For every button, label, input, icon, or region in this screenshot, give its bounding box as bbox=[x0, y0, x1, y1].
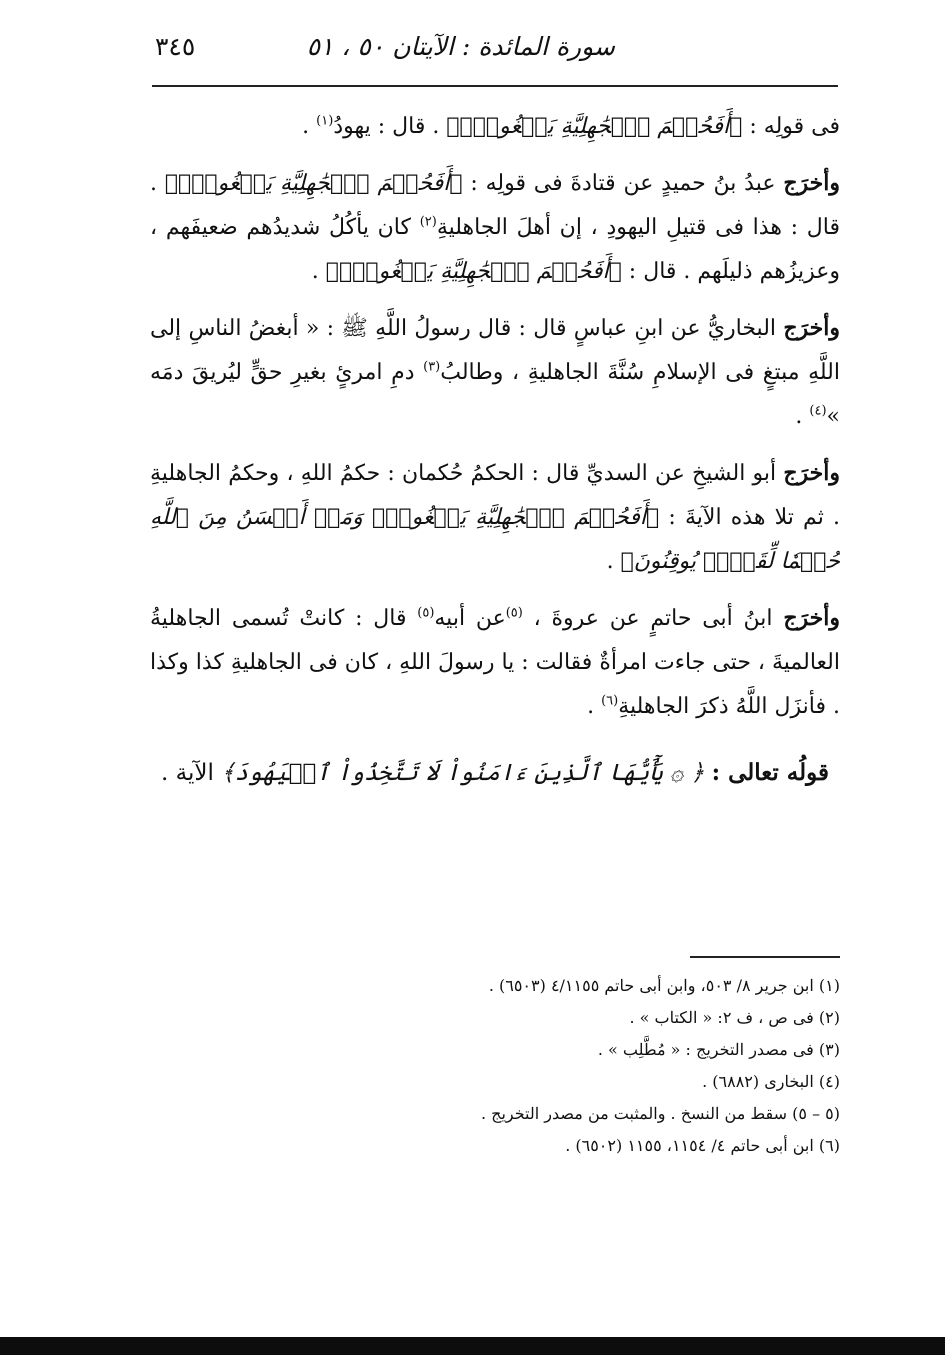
quran-quote: ﴿ ۞ يَٰٓأَيُّهَا ٱلَّذِينَ ءَامَنُواْ لَا تَتَّخِذُواْ ٱلۡيَهُودَ﴾ bbox=[221, 760, 705, 786]
paragraph-text: . bbox=[606, 549, 621, 574]
paragraph-text: فى قولِه : bbox=[742, 114, 840, 139]
quran-quote: ﴿أَفَحُكۡمَ ٱلۡجَٰهِلِيَّةِ يَبۡغُونَۚ﴾ bbox=[446, 114, 743, 139]
footnote-item: (٥ – ٥) سقط من النسخ . والمثبت من مصدر التخريج . bbox=[480, 1104, 840, 1123]
footnote-marker: (٢) bbox=[419, 214, 437, 230]
paragraph-text: عبدُ بنُ حميدٍ عن قتادةَ فى قولِه : bbox=[462, 171, 784, 196]
footnote-marker: (٤) bbox=[809, 403, 827, 419]
footnote-rule bbox=[690, 956, 840, 958]
paragraph-text: ابنُ أبى حاتمٍ عن عروةَ ، bbox=[522, 606, 784, 631]
paragraph-text: دمِ امرئٍ بغيرِ حقٍّ ليُريقَ دمَه » bbox=[150, 360, 840, 429]
running-title: سورة المائدة : الآيتان ٥٠ ، ٥١ bbox=[306, 32, 615, 61]
main-text bbox=[150, 105, 840, 807]
footnote-marker: (٥) bbox=[417, 605, 435, 621]
verse-heading-tail: الآية . bbox=[161, 760, 222, 786]
verse-heading bbox=[150, 751, 840, 795]
footnote-item: (٦) ابن أبى حاتم ٤/ ١١٥٤، ١١٥٥ (٦٥٠٢) . bbox=[565, 1136, 840, 1155]
lead-word: وأخرَج bbox=[783, 170, 840, 196]
footnote-marker: (٣) bbox=[423, 359, 441, 375]
footnotes bbox=[150, 970, 840, 1162]
paragraph-text: . bbox=[587, 694, 602, 719]
header-rule bbox=[152, 85, 838, 87]
footnote-marker: (٦) bbox=[601, 693, 619, 709]
quran-quote: ﴿أَفَحُكۡمَ ٱلۡجَٰهِلِيَّةِ يَبۡغُونَۚ﴾ bbox=[164, 171, 463, 196]
paragraph-text: قال : كانتْ تُسمى الجاهليةُ العالميةَ ، حتى جاءت امرأةٌ فقالت : يا رسولَ اللهِ ، كان فى الجاهليةِ كذا وكذا . فأنزَل اللَّهُ ذكرَ الجاهليةِ bbox=[149, 606, 840, 719]
paragraph-1 bbox=[150, 105, 840, 149]
quran-quote: ﴿أَفَحُكۡمَ ٱلۡجَٰهِلِيَّةِ يَبۡغُونَۚ﴾ bbox=[325, 259, 622, 284]
paragraph-text: البخاريُّ عن ابنِ عباسٍ قال : قال رسولُ اللَّهِ ﷺ : « أبغضُ الناسِ إلى اللَّهِ مبتغٍ فى الإسلامِ سُنَّةَ الجاهليةِ ، وطالبُ bbox=[150, 316, 840, 385]
footnote-item: (١) ابن جرير ٨/ ٥٠٣، وابن أبى حاتم ٤/١١٥٥ (٦٥٠٣) . bbox=[488, 976, 840, 995]
verse-heading-label: قولُه تعالى : bbox=[711, 759, 829, 786]
footnote-item: (٤) البخارى (٦٨٨٢) . bbox=[702, 1072, 840, 1091]
paragraph-5 bbox=[150, 596, 840, 729]
paragraph-text: أبو الشيخِ عن السديِّ قال : الحكمُ حُكمان : حكمُ اللهِ ، وحكمُ الجاهليةِ . ثم تلا هذه الآيةَ : bbox=[150, 461, 840, 530]
quran-quote: ﴿أَفَحُكۡمَ ٱلۡجَٰهِلِيَّةِ يَبۡغُونَۚ وَمَنۡ أَحۡسَنُ مِنَ ٱللَّهِ حُكۡمٗا لِّقَوۡمٖ يُوقِنُونَ﴾ bbox=[150, 505, 840, 574]
footnote-item: (٣) فى مصدر التخريج : « مُطَّلِب » . bbox=[597, 1040, 840, 1059]
paragraph-text: كان يأكُلُ شديدُهم ضعيفَهم ، وعزيزُهم ذليلَهم . قال : bbox=[150, 215, 840, 284]
lead-word: وأخرَج bbox=[783, 315, 840, 341]
paragraph-text: عن أبيه bbox=[434, 606, 506, 631]
paragraph-text: . قال : هذا فى قتيلِ اليهودِ ، إن أهلَ الجاهليةِ bbox=[150, 171, 840, 240]
paragraph-text: . bbox=[311, 259, 326, 284]
page-number: ٣٤٥ bbox=[155, 32, 196, 61]
footnote-item: (٢) فى ص ، ف ٢: « الكتاب » . bbox=[629, 1008, 840, 1027]
lead-word: وأخرَج bbox=[783, 605, 840, 631]
paragraph-text: . bbox=[302, 114, 317, 139]
footnote-marker: (٥) bbox=[505, 605, 523, 621]
paragraph-4 bbox=[150, 451, 840, 584]
paragraph-2 bbox=[150, 161, 840, 294]
scan-bottom-edge bbox=[0, 1337, 945, 1355]
paragraph-text: . قال : يهودُ bbox=[333, 114, 447, 139]
footnote-marker: (١) bbox=[316, 113, 334, 129]
running-header bbox=[150, 30, 840, 70]
lead-word: وأخرَج bbox=[783, 460, 840, 486]
paragraph-3 bbox=[150, 306, 840, 439]
paragraph-text: . bbox=[795, 404, 810, 429]
